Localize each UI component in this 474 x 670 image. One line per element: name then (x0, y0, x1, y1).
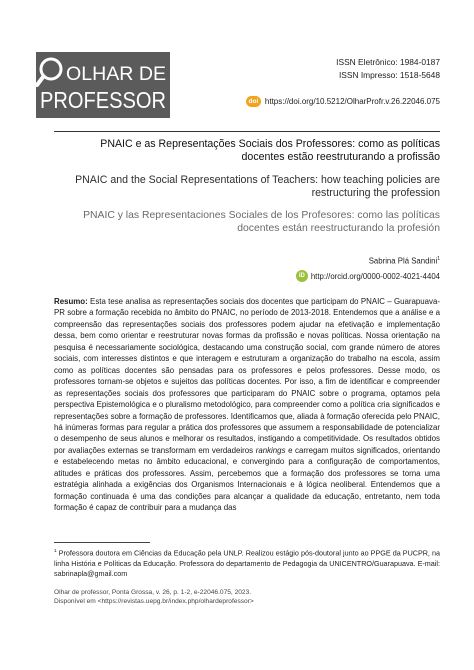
abstract-emphasis: rankings (255, 445, 286, 455)
title-english: PNAIC and the Social Representations of Teachers: how teaching policies are restructuring the profession (75, 174, 440, 199)
citation-line2: Disponível em <https://revistas.uepg.br/index.php/olhardeprofessor> (54, 598, 254, 606)
issn-print: ISSN Impresso: 1518-5648 (338, 69, 440, 80)
orcid-icon: iD (296, 270, 308, 282)
author-name-text: Sabrina Plá Sandini (368, 256, 438, 266)
citation-block (54, 588, 254, 607)
abstract-text-part2: e carregam muitos significados, orientando e estabelecendo metas no âmbito educacional, e convergindo para a configuração de comportamentos, atitudes e práticas dos professores. Assim, percebemos que a formação dos professores se torna uma estratégia alinhada a exigências dos Organismos Internacionais e à lógica neoliberal. Entendemos que a formação continuada é uma das condições para alcançar a qualidade da educação, entretanto, nem toda formação é capaz de contribuir para a mudança das (54, 445, 440, 513)
orcid-row (296, 270, 440, 282)
article-titles (58, 138, 440, 235)
olhar-de-professor-logo (36, 52, 170, 118)
header-divider (54, 131, 440, 132)
title-portuguese: PNAIC e as Representações Sociais dos Professores: como as políticas docentes estão reestruturando a profissão (100, 138, 440, 163)
footnote-text: Professora doutora em Ciências da Educação pela UNLP. Realizou estágio pós-doutoral junto ao PPGE da PUCPR, na linha História e Políticas da Educação. Professora do departamento de Pedagogia da UNICENTRO/Guarapuava. E-mail: sabrinapla@gmail.com (54, 548, 440, 578)
logo-text-line1: OLHAR DE (66, 64, 166, 85)
logo-text-line2: PROFESSOR (40, 87, 166, 113)
footnote-divider (54, 542, 150, 543)
issn-electronic: ISSN Eletrônico: 1984-0187 (336, 57, 440, 67)
doi-row (246, 96, 440, 107)
author-name (369, 256, 440, 266)
abstract-label: Resumo: (54, 297, 88, 306)
doi-icon: doi (246, 96, 261, 107)
author-footnote-marker[interactable]: 1 (437, 256, 440, 262)
title-spanish: PNAIC y las Representaciones Sociales de los Profesores: como las políticas docentes están reestructurando la profesión (83, 210, 440, 234)
footnote-marker: 1 (54, 549, 57, 554)
issn-block (336, 56, 440, 81)
doi-link[interactable]: https://doi.org/10.5212/OlharProfr.v.26.22046.075 (264, 97, 440, 106)
journal-logo (36, 52, 170, 118)
citation-line1: Olhar de professor, Ponta Grossa, v. 26, p. 1-2, e-22046.075, 2023. (54, 589, 252, 596)
orcid-link[interactable]: http://orcid.org/0000-0002-4021-4404 (310, 271, 440, 281)
abstract (54, 296, 440, 514)
footnote (54, 547, 440, 579)
abstract-text-part1: Esta tese analisa as representações sociais dos docentes que participam do PNAIC – Guarapuava- PR sobre a formação recebida no âmbito do PNAIC, no período de 2013-2018. Entendemos que a análise e a compreensão das representações sociais dos professores podem ajudar na efetivação e implementação dessa, bem como orientar e reestruturar novas formas da profissão e novas políticas. Nossa orientação na pesquisa é necessariamente sociológica, destacando uma construção social, com grande número de atores sociais, com interesses distintos e que interagem e estruturam a organização do trabalho na escola, assim como as políticas docentes são pensadas para os professores e pelos professores. Desse modo, os professores tornam-se objetos e sujeitos das políticas docentes. Por isso, a fim de identificar e compreender as representações sociais dos professores que participaram do PNAIC sobre o programa, optamos pela perspectiva Epistemológica e o pluralismo metodológico, para compreender como a política cria significados e representações sobre a formação de professores. Identificamos que, aliada à formação oferecida pelo PNAIC, há inúmeras formas para regular a prática dos professores que assumem a responsabilidade de potencializar o desempenho de seus alunos e melhorar os resultados, instigando a competitividade. Os resultados obtidos por avaliações externas se transformam em verdadeiros (54, 297, 440, 455)
